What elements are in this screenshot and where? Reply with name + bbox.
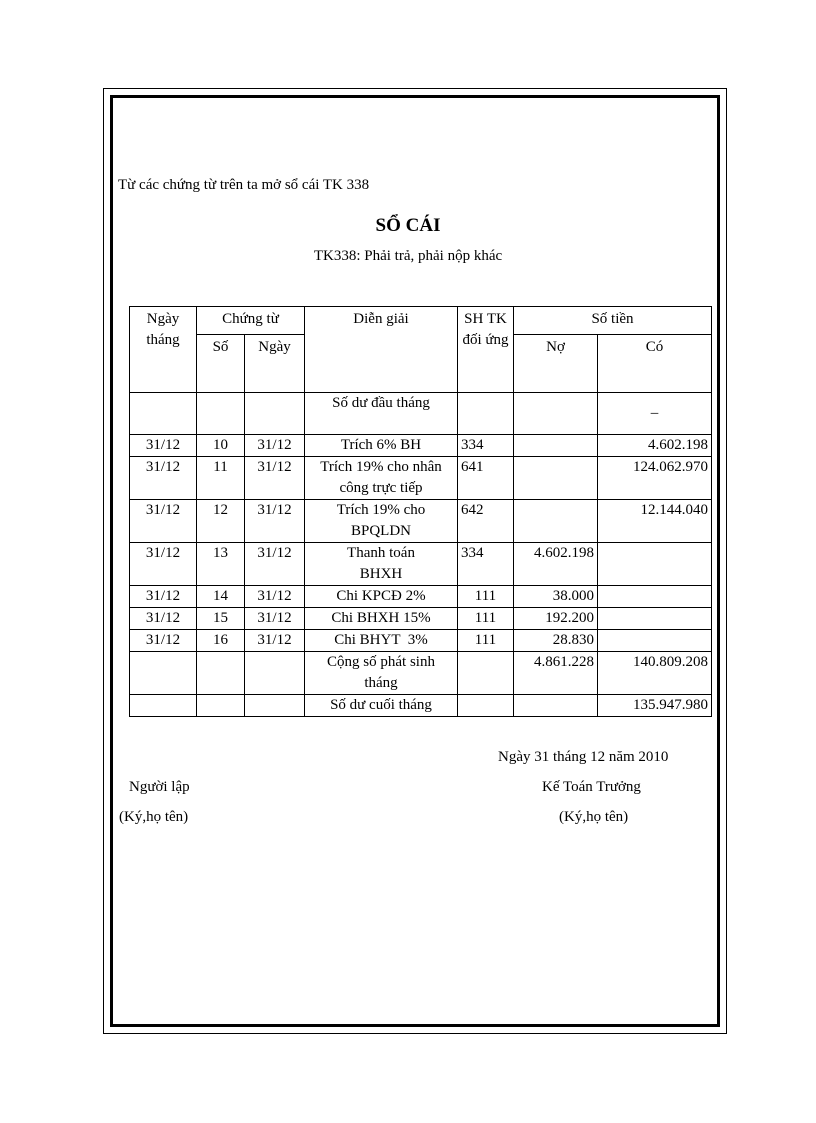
row-credit	[598, 608, 712, 630]
header-so-tien: Số tiền	[514, 307, 712, 335]
header-so: Số	[197, 335, 245, 393]
closing-credit: 135.947.980	[598, 695, 712, 717]
row-date: 31/12	[130, 457, 197, 500]
row-credit: 12.144.040	[598, 500, 712, 543]
row-number: 15	[197, 608, 245, 630]
total-row	[130, 652, 712, 695]
creator-label: Người lập	[129, 779, 190, 795]
opening-balance-row	[130, 393, 712, 435]
row-account: 641	[458, 457, 514, 500]
total-credit: 140.809.208	[598, 652, 712, 695]
row-account: 111	[458, 608, 514, 630]
row-number: 11	[197, 457, 245, 500]
table-row	[130, 457, 712, 500]
row-credit	[598, 630, 712, 652]
row-debit: 192.200	[514, 608, 598, 630]
header-dien-giai: Diễn giải	[305, 307, 458, 393]
row-description: Trích 19% cho nhân công trực tiếp	[305, 457, 458, 500]
ledger-table	[129, 306, 712, 717]
row-debit: 4.602.198	[514, 543, 598, 586]
row-doc-date: 31/12	[245, 630, 305, 652]
header-chung-tu: Chứng từ	[197, 307, 305, 335]
row-credit	[598, 586, 712, 608]
row-date: 31/12	[130, 630, 197, 652]
row-description: Chi BHYT 3%	[305, 630, 458, 652]
table-row	[130, 543, 712, 586]
header-co: Có	[598, 335, 712, 393]
row-credit: 4.602.198	[598, 435, 712, 457]
row-number: 13	[197, 543, 245, 586]
ledger-subtitle: TK338: Phải trả, phải nộp khác	[313, 248, 503, 264]
signature-date: Ngày 31 tháng 12 năm 2010	[498, 749, 669, 765]
total-label: Cộng số phát sinh tháng	[305, 652, 458, 695]
table-row	[130, 435, 712, 457]
row-date: 31/12	[130, 608, 197, 630]
chief-sign-note: (Ký,họ tên)	[559, 809, 629, 825]
row-debit	[514, 500, 598, 543]
row-debit	[514, 457, 598, 500]
ledger-title: SỔ CÁI	[375, 215, 441, 236]
row-date: 31/12	[130, 435, 197, 457]
header-no: Nợ	[514, 335, 598, 393]
row-doc-date: 31/12	[245, 608, 305, 630]
total-debit: 4.861.228	[514, 652, 598, 695]
table-row	[130, 586, 712, 608]
row-number: 10	[197, 435, 245, 457]
row-date: 31/12	[130, 500, 197, 543]
row-doc-date: 31/12	[245, 500, 305, 543]
header-ngay-thang: Ngày tháng	[130, 307, 197, 393]
header-ngay: Ngày	[245, 335, 305, 393]
chief-accountant-label: Kế Toán Trưởng	[542, 779, 641, 795]
row-doc-date: 31/12	[245, 586, 305, 608]
row-debit: 38.000	[514, 586, 598, 608]
table-row	[130, 630, 712, 652]
row-debit	[514, 435, 598, 457]
row-doc-date: 31/12	[245, 435, 305, 457]
row-number: 12	[197, 500, 245, 543]
row-account: 334	[458, 543, 514, 586]
row-account: 111	[458, 586, 514, 608]
row-debit: 28.830	[514, 630, 598, 652]
opening-label: Số dư đầu tháng	[305, 393, 458, 435]
row-date: 31/12	[130, 543, 197, 586]
row-doc-date: 31/12	[245, 543, 305, 586]
opening-co: –	[598, 393, 712, 435]
row-description: Chi KPCĐ 2%	[305, 586, 458, 608]
intro-text: Từ các chứng từ trên ta mở sổ cái TK 338	[118, 177, 370, 193]
closing-balance-row	[130, 695, 712, 717]
row-description: Trích 6% BH	[305, 435, 458, 457]
row-description: Thanh toán BHXH	[305, 543, 458, 586]
row-number: 14	[197, 586, 245, 608]
row-credit: 124.062.970	[598, 457, 712, 500]
row-number: 16	[197, 630, 245, 652]
table-row	[130, 500, 712, 543]
closing-label: Số dư cuối tháng	[305, 695, 458, 717]
table-row	[130, 608, 712, 630]
creator-sign-note: (Ký,họ tên)	[119, 809, 189, 825]
row-account: 642	[458, 500, 514, 543]
row-doc-date: 31/12	[245, 457, 305, 500]
row-account: 111	[458, 630, 514, 652]
row-description: Trích 19% cho BPQLDN	[305, 500, 458, 543]
header-sh-tk: SH TK đối ứng	[458, 307, 514, 393]
row-credit	[598, 543, 712, 586]
row-description: Chi BHXH 15%	[305, 608, 458, 630]
row-date: 31/12	[130, 586, 197, 608]
row-account: 334	[458, 435, 514, 457]
